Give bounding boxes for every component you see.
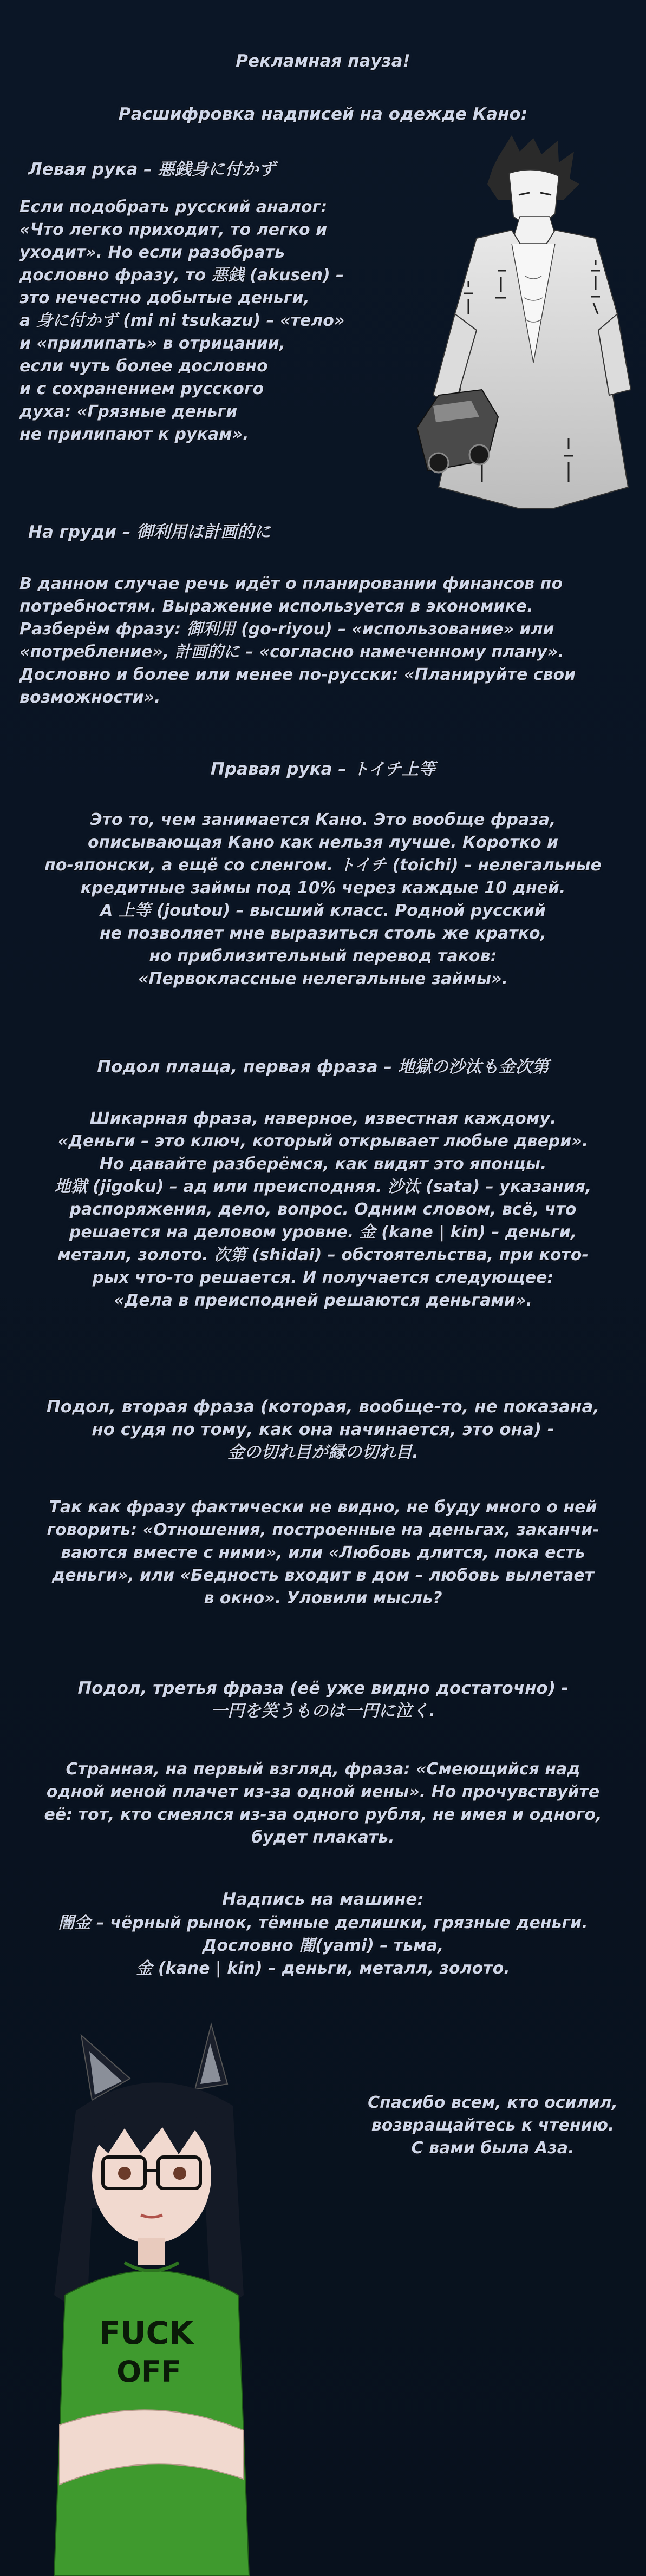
chest-heading: На груди – 御利用は計画的に <box>28 522 271 542</box>
car-heading: Надпись на машине: <box>222 1890 424 1909</box>
chest-text: В данном случае речь идёт о планировании финансов по потребностям. Выражение используется в экономике. Разберём фразу: 御利用 (go-riyou) – «использование» или «потребление», 計画的に – «согласно намеченному плану». Дословно и более или менее по-русски: «Планируйте свои возможности». <box>19 574 576 707</box>
page-title: Рекламная пауза! <box>236 51 410 71</box>
cloak-first-text: Шикарная фраза, наверное, известная каждому. «Деньги – это ключ, который открывает любые двери». Но давайте разберёмся, как видят это японцы. 地獄 (jigoku) – ад или преисподняя. 沙汰 (sata) – указания, распоряжения, дело, вопрос. Одним словом, всё, что решается на деловом уровне. 金 (kane | kin) – деньги, металл, золото. 次第 (shidai) – обстоятельства, при кото- рых что-то решается. И получается следующее: «Дела в преисподней решаются деньгами». <box>54 1109 592 1310</box>
right-arm-heading: Правая рука – トイチ上等 <box>210 759 436 779</box>
cloak-second-heading: Подол, вторая фраза (которая, вообще-то, не показана, но судя по тому, как она начинается, это она) - 金の切れ目が縁の切れ目. <box>46 1397 600 1462</box>
cloak-third-heading: Подол, третья фраза (её уже видно достаточно) - 一円を笑うものは一円に泣く. <box>77 1679 569 1721</box>
car-text: 闇金 – чёрный рынок, тёмные делишки, грязные деньги. Дословно 闇(yami) – тьма, 金 (kane | kin) – деньги, металл, золото. <box>58 1913 588 1978</box>
kano-illustration <box>417 135 634 509</box>
shirt-print-line1: FUCK <box>99 2315 194 2351</box>
shirt-print-line2: OFF <box>116 2355 181 2389</box>
aza-illustration <box>32 2014 260 2576</box>
cloak-third-text: Странная, на первый взгляд, фраза: «Смеющийся над одной иеной плачет из-за одной иены». Но прочувствуйте её: тот, кто смеялся из-за одного рубля, не имея и одного, будет плакать. <box>44 1760 602 1847</box>
left-arm-heading: Левая рука – 悪銭身に付かず <box>28 160 276 179</box>
left-arm-text: Если подобрать русский аналог: «Что легко приходит, то легко и уходит». Но если разобрать дословно фразу, то 悪銭 (akusen) – это нечестно добытые деньги, а 身に付かず (mi ni tsukazu) – «тело» и «прилипать» в отрицании, если чуть более дословно и с сохранением русского духа: «Грязные деньги не прилипают к рукам». <box>19 198 345 444</box>
right-arm-text: Это то, чем занимается Кано. Это вообще фраза, описывающая Кано как нельзя лучше. Коротко и по-японски, а ещё со сленгом. トイチ (toichi) – нелегальные кредитные займы под 10% через каждые 10 дней. А 上等 (joutou) – высший класс. Родной русский не позволяет мне выразиться столь же кратко, но приблизительный перевод таков: «Первоклассные нелегальные займы». <box>44 810 602 988</box>
outro-text: Спасибо всем, кто осилил, возвращайтесь к чтению. С вами была Аза. <box>368 2093 618 2158</box>
page-subtitle: Расшифровка надписей на одежде Кано: <box>118 104 528 124</box>
cloak-first-heading: Подол плаща, первая фраза – 地獄の沙汰も金次第 <box>97 1057 549 1077</box>
cloak-second-text: Так как фразу фактически не видно, не буду много о ней говорить: «Отношения, построенные на деньгах, заканчи- ваются вместе с ними», или «Любовь длится, пока есть деньги», или «Бедность входит в дом – любовь вылетает в окно». Уловили мысль? <box>47 1498 599 1608</box>
